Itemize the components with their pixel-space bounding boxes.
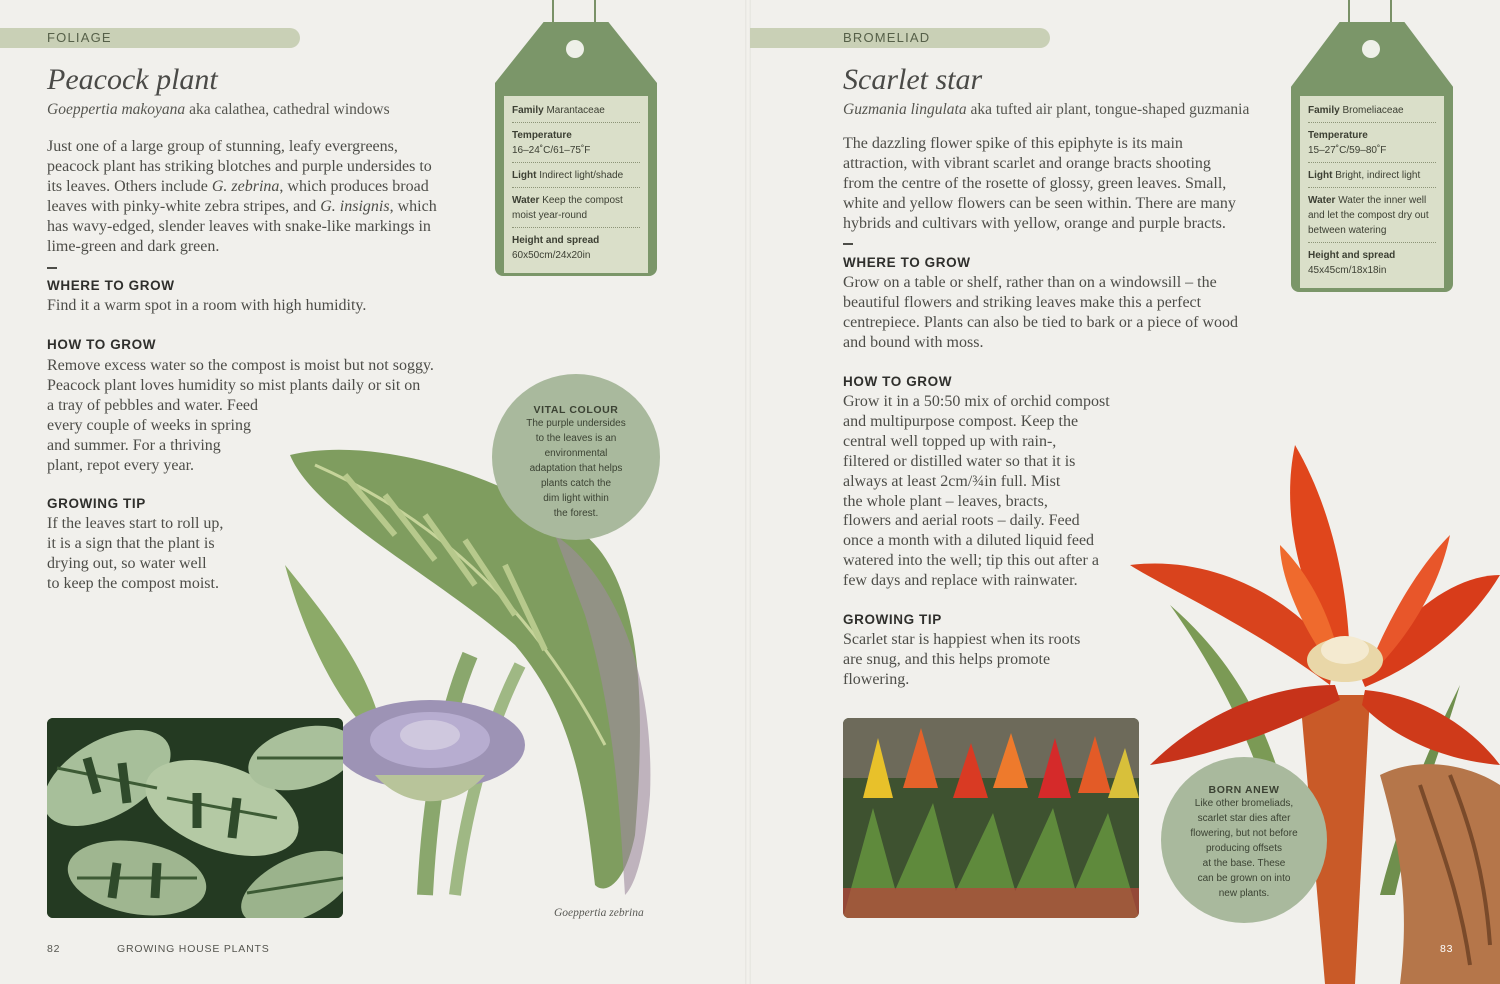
plant-title: Peacock plant — [47, 63, 218, 96]
how-heading: HOW TO GROW — [843, 374, 953, 389]
how-text: Grow it in a 50:50 mix of orchid compost and multipurpose compost. Keep the central well topped up with rain-, filtered or distilled water so that it is always at least 2cm/¾in full. Mist the whole plant – leaves, bracts, flowers and aerial roots – daily. Feed once a month with a diluted liquid feed watered into the well; tip this out after a few days and replace with rainwater. — [843, 393, 1110, 590]
height-row: Height and spread 60x50cm/24x20in — [512, 235, 600, 261]
where-text: Find it a warm spot in a room with high humidity. — [47, 297, 367, 314]
temperature-row: Temperature 15–27˚C/59–80˚F — [1308, 123, 1436, 163]
latin-name-line — [843, 101, 1249, 119]
right-page — [750, 0, 1500, 984]
tip-heading: GROWING TIP — [47, 496, 146, 511]
how-heading: HOW TO GROW — [47, 337, 157, 352]
botanical-name: Goeppertia makoyana — [47, 101, 186, 118]
left-page — [0, 0, 748, 984]
section-divider — [843, 243, 853, 245]
light-row: Light Indirect light/shade — [512, 163, 640, 188]
where-heading: WHERE TO GROW — [843, 255, 971, 270]
text-line: leaves with pinky-white zebra stripes, and G. insignis, which — [47, 197, 437, 215]
where-heading: WHERE TO GROW — [47, 278, 175, 293]
tag-hole — [1362, 40, 1380, 58]
water-row: Water Water the inner well and let the compost dry out between watering — [1308, 188, 1436, 243]
tag-panel — [504, 96, 648, 273]
text-line: its leaves. Others include G. zebrina, which produces broad — [47, 177, 429, 195]
intro-paragraph — [47, 137, 477, 256]
page-number: 82 — [47, 943, 61, 955]
plant-info-tag — [495, 0, 657, 280]
text-line: has wavy-edged, slender leaves with snake-like markings in — [47, 217, 431, 235]
latin-name-line — [47, 101, 390, 119]
text-line: Just one of a large group of stunning, leafy evergreens, — [47, 138, 398, 155]
category-label: BROMELIAD — [750, 28, 1050, 48]
plant-info-tag — [1291, 0, 1453, 295]
common-names: aka tufted air plant, tongue-shaped guzmania — [966, 101, 1250, 118]
common-names: aka calathea, cathedral windows — [185, 101, 390, 118]
scarlet-star-photo — [843, 718, 1139, 918]
where-text: Grow on a table or shelf, rather than on a windowsill – the beautiful flowers and striking leaves make this a perfect centrepiece. Plants can also be tied to bark or a piece of wood and bound with moss. — [843, 274, 1238, 351]
born-anew-callout: BORN ANEW Like other bromeliads, scarlet star dies after flowering, but not before producing offsets at the base. These can be grown on into new plants. — [1161, 757, 1327, 923]
page-number: 83 — [1440, 943, 1454, 955]
light-row: Light Bright, indirect light — [1308, 163, 1436, 188]
water-row: Water Keep the compost moist year-round — [512, 188, 640, 228]
running-title: GROWING HOUSE PLANTS — [117, 943, 270, 955]
family-row: Family Bromeliaceae — [1308, 98, 1436, 123]
intro-paragraph: The dazzling flower spike of this epiphyte is its main attraction, with vibrant scarlet and orange bracts shooting from the centre of the rosette of glossy, green leaves. Small, white and yellow flowers can be seen within. There are many hybrids and cultivars with yellow, orange and purple bracts. — [843, 135, 1236, 232]
section-divider — [47, 267, 57, 269]
how-text: Remove excess water so the compost is moist but not soggy. Peacock plant loves humidity so mist plants daily or sit on a tray of pebbles and water. Feed every couple of weeks in spring and summer. For a thriving plant, repot every year. — [47, 357, 434, 474]
peacock-plant-photo — [47, 718, 343, 918]
tag-hole — [566, 40, 584, 58]
tip-text: If the leaves start to roll up, it is a sign that the plant is drying out, so water well to keep the compost moist. — [47, 515, 224, 592]
temperature-row: Temperature 16–24˚C/61–75˚F — [512, 123, 640, 163]
text-line: peacock plant has striking blotches and purple undersides to — [47, 157, 432, 175]
vital-colour-callout: VITAL COLOUR The purple undersides to the leaves is an environmental adaptation that helps plants catch the dim light within the forest. — [492, 374, 660, 540]
tip-heading: GROWING TIP — [843, 612, 942, 627]
category-label: FOLIAGE — [0, 28, 300, 48]
family-row: Family Marantaceae — [512, 98, 640, 123]
tag-panel — [1300, 96, 1444, 288]
plant-title: Scarlet star — [843, 63, 983, 96]
botanical-name: Guzmania lingulata — [843, 101, 967, 118]
height-row: Height and spread 45x45cm/18x18in — [1308, 250, 1396, 276]
illustration-caption: Goeppertia zebrina — [554, 907, 644, 919]
text-line: lime-green and dark green. — [47, 237, 220, 255]
tip-text: Scarlet star is happiest when its roots are snug, and this helps promote flowering. — [843, 631, 1081, 688]
